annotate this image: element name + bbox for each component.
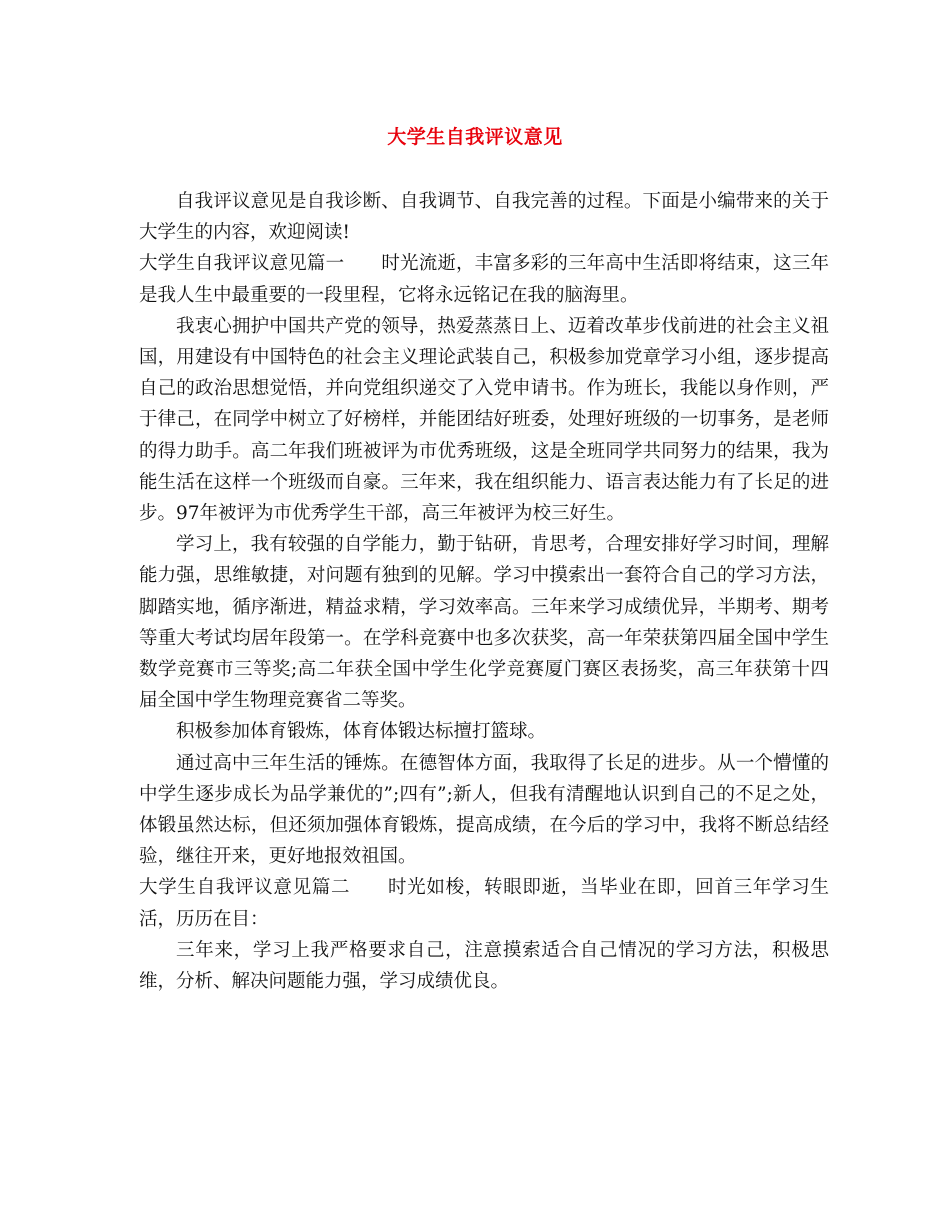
paragraph-text: 三年来，学习上我严格要求自己，注意摸索适合自己情况的学习方法，积极思维，分析、解决问题能力强，学习成绩优良。 bbox=[139, 939, 829, 993]
document-body bbox=[139, 186, 829, 997]
body-paragraph bbox=[139, 311, 829, 529]
paragraph-text: 时光流逝，丰富多彩的三年高中生活即将结束，这三年是我人生中最重要的一段里程，它将永远铭记在我的脑海里。 bbox=[139, 253, 829, 306]
paragraph-text: 我衷心拥护中国共产党的领导，热爱蒸蒸日上、迈着改革步伐前进的社会主义祖国，用建设有中国特色的社会主义理论武装自己，积极参加党章学习小组，逐步提高自己的政治思想觉悟，并向党组织递交了入党申请书。作为班长，我能以身作则，严于律己，在同学中树立了好榜样，并能团结好班委，处理好班级的一切事务，是老师的得力助手。高二年我们班被评为市优秀班级，这是全班同学共同努力的结果，我为能生活在这样一个班级而自豪。三年来，我在组织能力、语言表达能力有了长足的进步。97年被评为市优秀学生干部，高三年被评为校三好生。 bbox=[139, 315, 829, 525]
intro-paragraph bbox=[139, 186, 829, 248]
paragraph-text: 积极参加体育锻炼，体育体锻达标擅打篮球。 bbox=[176, 721, 547, 743]
section-one-paragraph bbox=[139, 248, 829, 310]
paragraph-text: 通过高中三年生活的锤炼。在德智体方面，我取得了长足的进步。从一个懵懂的中学生逐步成长为品学兼优的”;四有”;新人，但我有清醒地认识到自己的不足之处，体锻虽然达标，但还须加强体育锻炼，提高成绩，在今后的学习中，我将不断总结经验，继往开来，更好地报效祖国。 bbox=[139, 752, 829, 868]
body-paragraph bbox=[139, 935, 829, 997]
body-paragraph bbox=[139, 716, 829, 747]
paragraph-text: 时光如梭，转眼即逝，当毕业在即，回首三年学习生活，历历在目： bbox=[139, 877, 829, 930]
body-paragraph bbox=[139, 748, 829, 873]
paragraph-text: 自我评议意见是自我诊断、自我调节、自我完善的过程。下面是小编带来的关于大学生的内容，欢迎阅读! bbox=[139, 191, 829, 244]
section-two-paragraph bbox=[139, 872, 829, 934]
body-paragraph bbox=[139, 529, 829, 716]
paragraph-text: 学习上，我有较强的自学能力，勤于钻研，肯思考，合理安排好学习时间，理解能力强，思维敏捷，对问题有独到的见解。学习中摸索出一套符合自己的学习方法，脚踏实地，循序渐进，精益求精，学习效率高。三年来学习成绩优异，半期考、期考等重大考试均居年段第一。在学科竞赛中也多次获奖，高一年荣获第四届全国中学生数学竞赛市三等奖;高二年获全国中学生化学竞赛厦门赛区表扬奖，高三年获第十四届全国中学生物理竞赛省二等奖。 bbox=[139, 534, 829, 712]
section-heading-two: 大学生自我评议意见篇二 bbox=[139, 877, 351, 899]
document-title: 大学生自我评议意见 bbox=[387, 126, 563, 148]
section-heading-one: 大学生自我评议意见篇一 bbox=[139, 253, 345, 275]
